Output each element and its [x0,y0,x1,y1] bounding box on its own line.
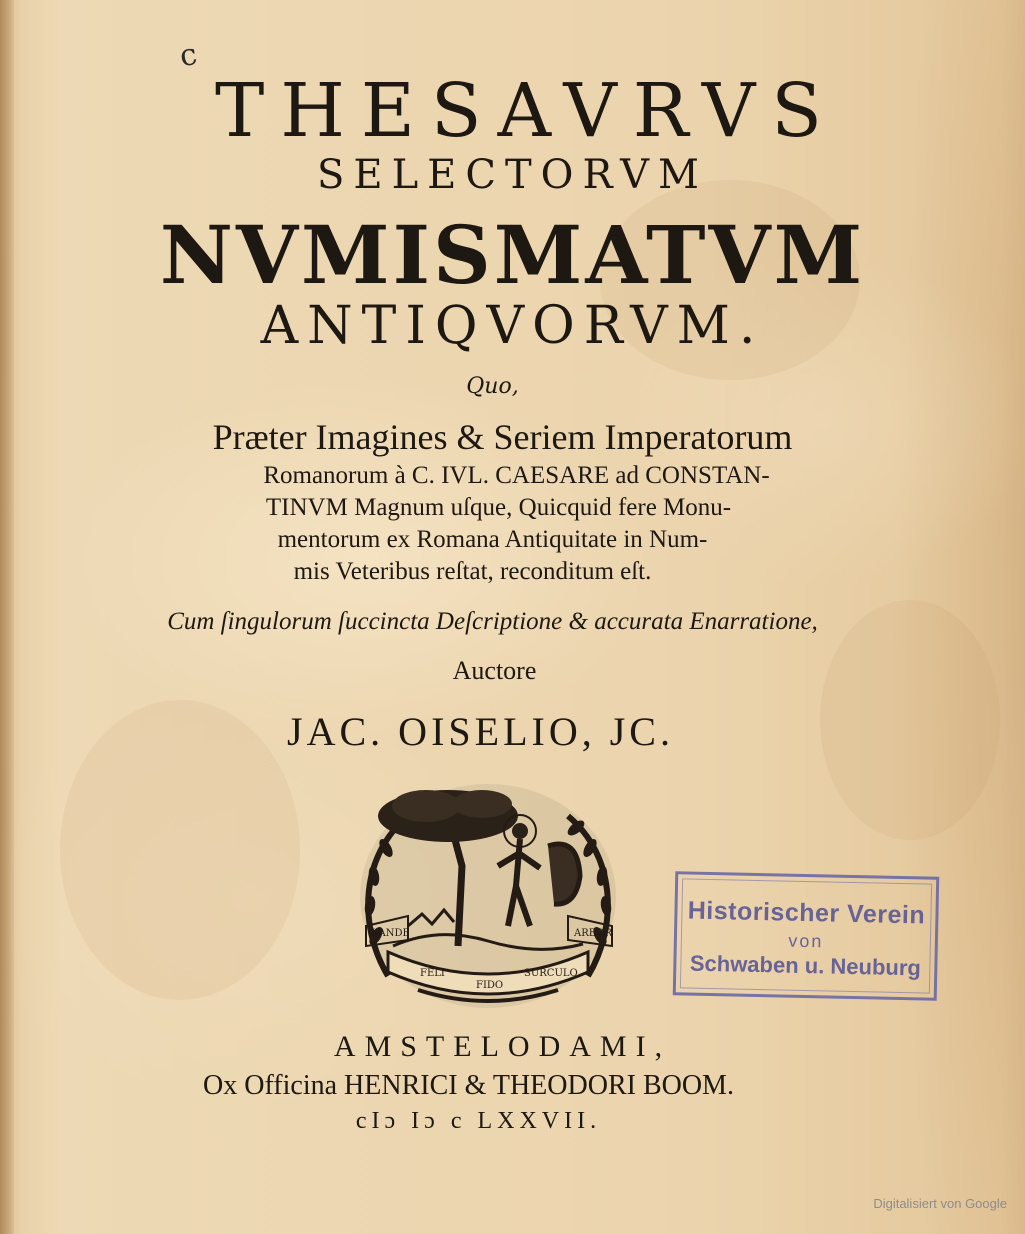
description-line-1: Præter Imagines & Seriem Imperatorum [212,417,793,457]
banner-text-4: FIDO [476,980,504,991]
stamp-line-1: Historischer Verein [687,896,926,930]
banner-text-1: VANDE [372,928,410,939]
description-line-4: mentorum ex Romana Antiquitate in Num- [277,526,708,553]
title-line-1: THESAVRVS [214,68,838,154]
author-name: JAC. OISELIO, JC. [287,709,674,754]
title-line-3: NVMISMATVM [159,208,866,302]
printers-device-emblem [348,776,628,1016]
digitization-watermark: Digitalisiert von Google [873,1196,1007,1211]
subtitle: Cum ſingulorum ſuccincta Deſcriptione & accurata Enarratione, [167,608,818,635]
intro-word: Quo, [466,374,519,399]
banner-text-3: FELI [420,968,445,979]
description-line-2: Romanorum à C. IVL. CAESARE ad CONSTAN- [263,462,770,489]
auctore-label: Auctore [452,656,537,685]
title-line-2: SELECTORVM [317,152,708,198]
description-line-5: mis Veteribus reſtat, reconditum eſt. [293,558,652,585]
imprint-city: AMSTELODAMI, [333,1030,672,1063]
imprint-year: cIɔ Iɔ c LXXVII. [355,1108,602,1134]
stamp-line-3: Schwaben u. Neuburg [689,950,922,981]
margin-mark: c [177,36,200,75]
title-line-4: ANTIQVORVM. [260,296,765,356]
stamp-line-2: von [788,930,824,952]
banner-text-2: ARBOR [574,928,613,939]
description-line-3: TINVM Magnum uſque, Quicquid fere Monu- [265,494,732,521]
banner-text-5: SURCULO [524,968,578,979]
library-stamp [673,871,940,1001]
imprint-publisher: Ox Officina HENRICI & THEODORI BOOM. [203,1070,734,1101]
